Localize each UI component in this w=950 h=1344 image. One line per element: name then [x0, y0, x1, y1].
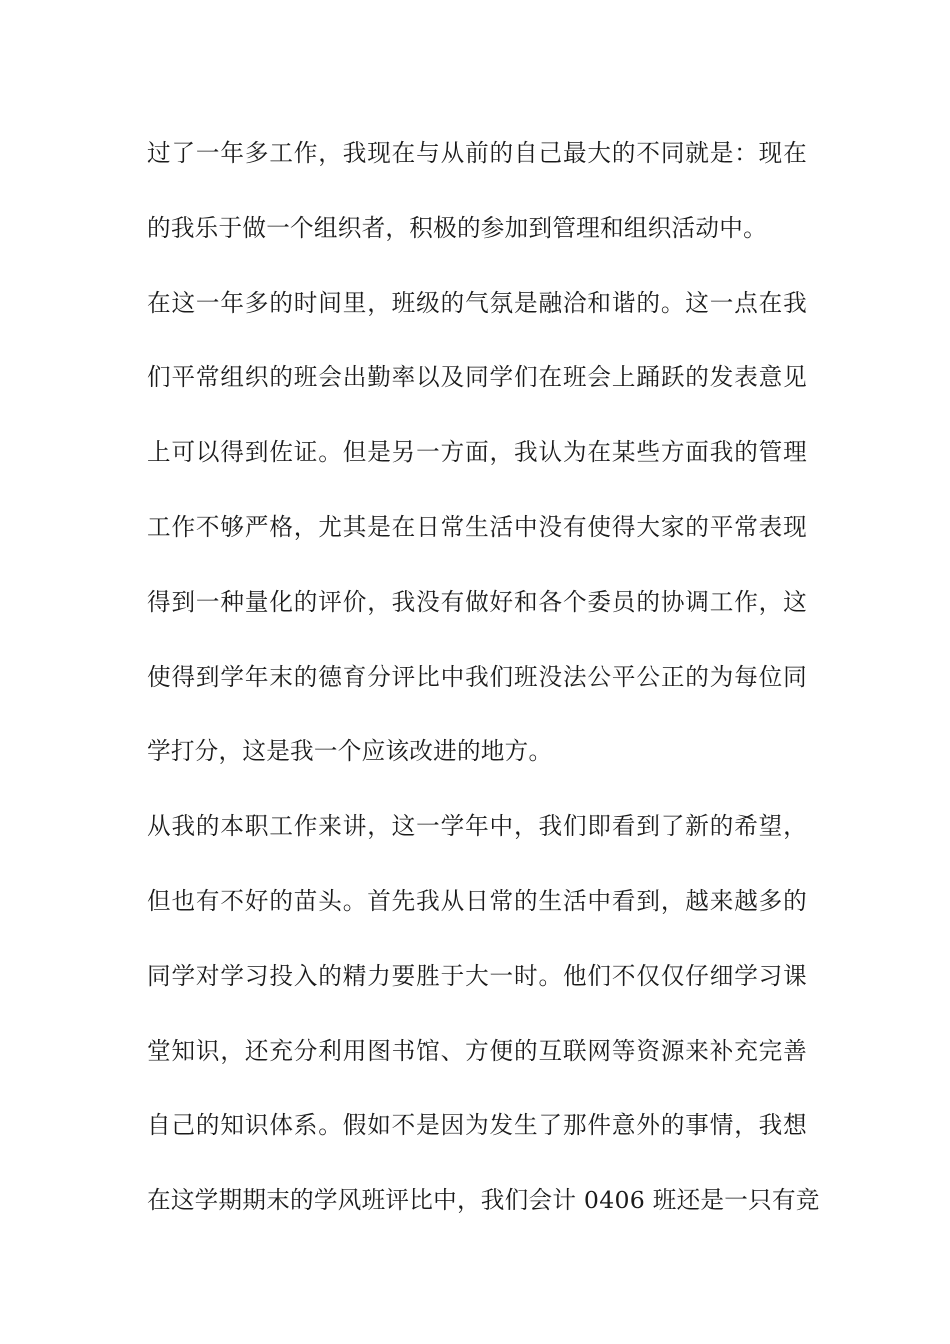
text-line-12: 同学对学习投入的精力要胜于大一时。他们不仅仅仔细学习课	[147, 961, 807, 990]
text-line-7: 得到一种量化的评价，我没有做好和各个委员的协调工作，这	[147, 587, 807, 616]
text-line-10: 从我的本职工作来讲，这一学年中，我们即看到了新的希望，	[147, 812, 807, 841]
text-line-8: 使得到学年末的德育分评比中我们班没法公平公正的为每位同	[147, 662, 807, 691]
text-line-3: 在这一年多的时间里，班级的气氛是融洽和谐的。这一点在我	[147, 288, 807, 317]
text-line-4: 们平常组织的班会出勤率以及同学们在班会上踊跃的发表意见	[147, 363, 807, 392]
text-line-14: 自己的知识体系。假如不是因为发生了那件意外的事情，我想	[147, 1111, 807, 1140]
text-line-5: 上可以得到佐证。但是另一方面，我认为在某些方面我的管理	[147, 438, 807, 467]
text-line-9: 学打分，这是我一个应该改进的地方。	[147, 737, 553, 766]
body-text	[147, 131, 820, 1253]
text-line-13: 堂知识，还充分利用图书馆、方便的互联网等资源来补充完善	[147, 1036, 807, 1065]
text-line-11: 但也有不好的苗头。首先我从日常的生活中看到，越来越多的	[147, 886, 807, 915]
text-line-2: 的我乐于做一个组织者，积极的参加到管理和组织活动中。	[147, 213, 767, 242]
text-line-6: 工作不够严格，尤其是在日常生活中没有使得大家的平常表现	[147, 512, 807, 541]
text-line-1: 过了一年多工作，我现在与从前的自己最大的不同就是：现在	[147, 139, 807, 167]
text-line-15: 在这学期期末的学风班评比中，我们会计 0406 班还是一只有竞	[147, 1186, 820, 1215]
